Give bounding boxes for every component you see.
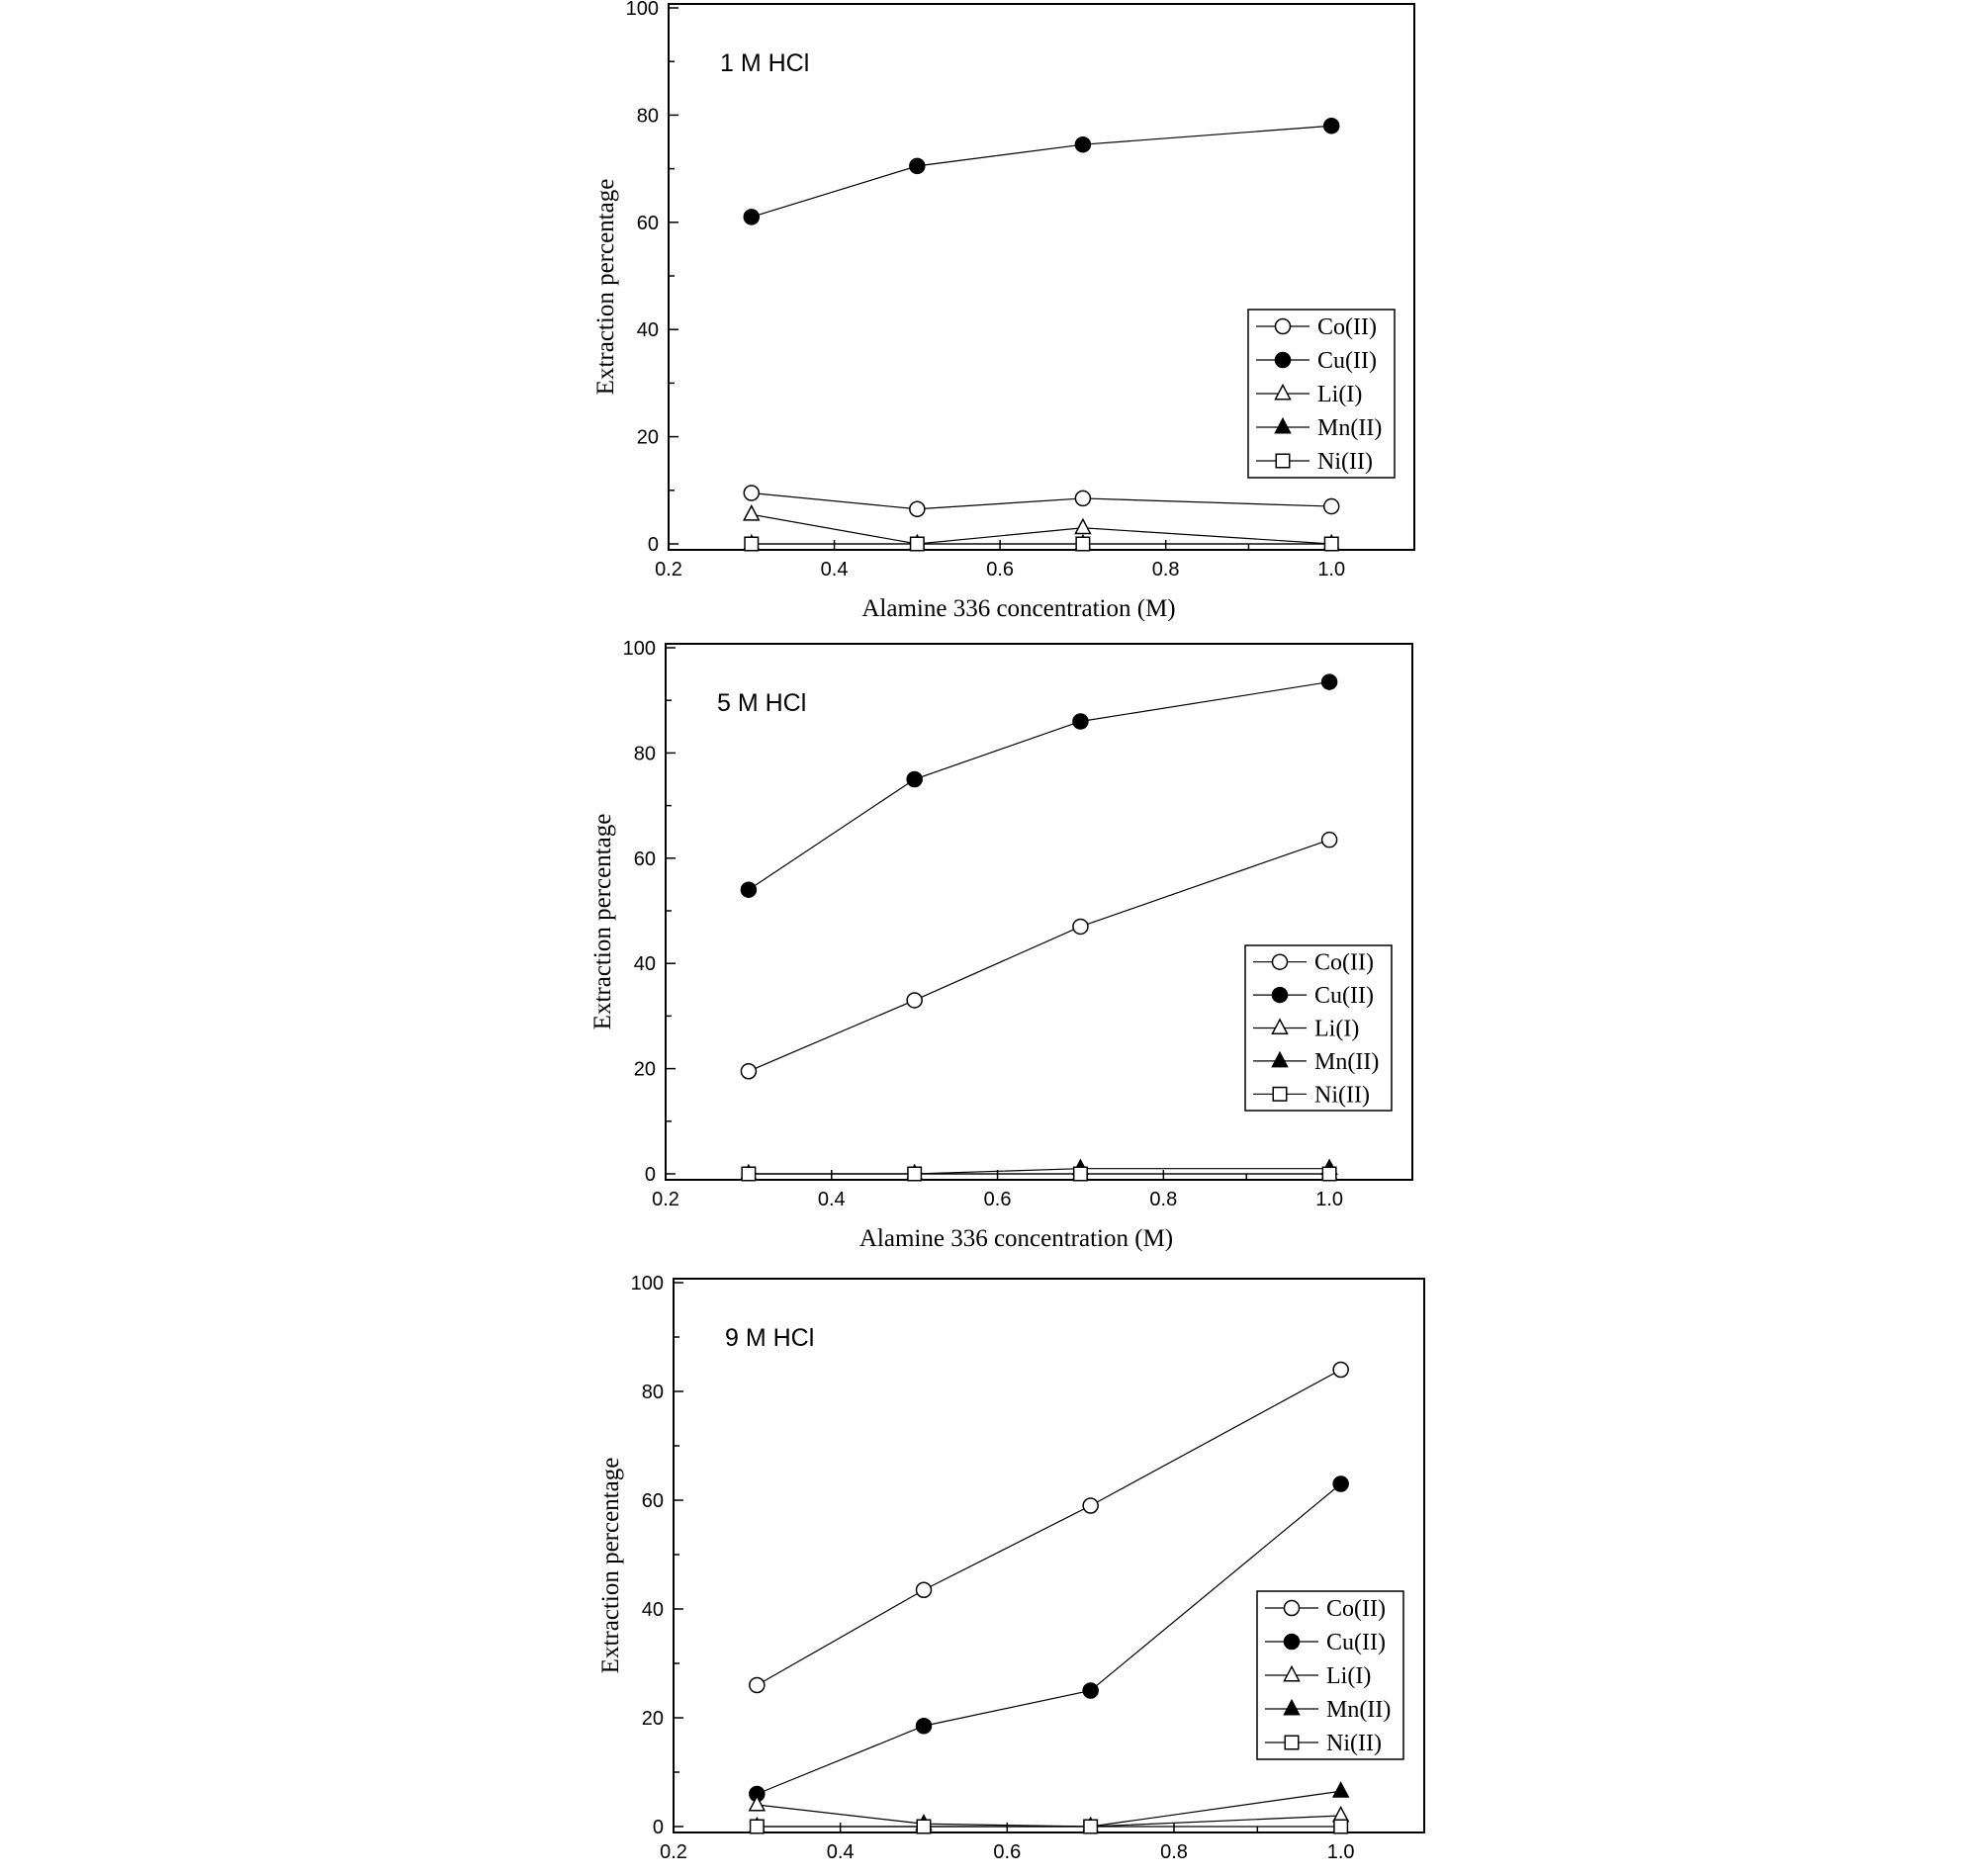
legend-marker [1276,319,1291,334]
series-lii [744,506,1338,550]
data-point [750,1678,765,1693]
y-tick-label: 60 [636,212,659,234]
x-axis-title: Alamine 336 concentration (M) [861,595,1176,622]
x-tick-label: 1.0 [1317,559,1346,581]
legend-marker [1273,954,1288,969]
data-point [741,1064,756,1079]
y-tick-label: 20 [633,1058,656,1081]
data-point [1334,1820,1348,1833]
series-line [752,493,1331,509]
y-axis-title: Extraction percentage [589,813,616,1030]
x-tick-label: 0.4 [820,559,849,581]
data-point [917,1582,932,1597]
y-tick-label: 40 [636,319,659,342]
x-tick-label: 0.6 [983,1189,1012,1210]
y-tick-label: 40 [641,1599,664,1621]
series-line [757,1370,1340,1685]
series-line [749,682,1329,890]
legend-label: Li(I) [1326,1663,1372,1689]
legend-label: Mn(II) [1314,1048,1380,1075]
data-point [1324,537,1338,551]
data-point [1076,537,1090,551]
data-point [744,210,759,224]
y-tick-label: 0 [647,534,659,556]
panel-label: 1 M HCl [720,49,810,77]
series-line [749,840,1329,1071]
x-tick-label: 0.6 [986,559,1015,581]
data-point [1324,499,1339,514]
data-point [741,882,756,897]
series-cuii [741,674,1336,897]
legend-marker [1285,1635,1300,1650]
legend [1248,310,1395,478]
data-point [907,993,922,1008]
data-point [744,506,759,520]
legend-label: Mn(II) [1317,415,1383,441]
x-tick-label: 0.2 [652,1189,679,1210]
legend-label: Ni(II) [1317,449,1373,475]
x-tick-label: 0.2 [655,559,682,581]
legend [1245,945,1392,1111]
y-tick-label: 100 [622,638,656,660]
x-tick-label: 0.2 [660,1841,687,1863]
legend-label: Ni(II) [1326,1731,1382,1756]
data-point [1322,674,1337,689]
y-tick-label: 0 [644,1164,656,1186]
x-tick-label: 1.0 [1315,1189,1344,1210]
series-coii [744,486,1338,516]
y-tick-label: 100 [630,1273,664,1295]
data-point [1333,1363,1348,1378]
x-axis-title: Alamine 336 concentration (M) [858,1225,1174,1252]
series-line [757,1484,1340,1795]
x-tick-label: 0.8 [1160,1841,1188,1863]
data-point [907,772,922,787]
data-point [1075,491,1090,505]
data-point [1075,137,1090,152]
legend-marker [1273,1088,1287,1102]
y-axis-title: Extraction percentage [592,178,619,396]
data-point [1322,833,1337,848]
series-cuii [744,119,1338,224]
data-point [1084,1820,1098,1833]
data-point [910,501,925,516]
data-point [1324,119,1339,134]
data-point [1073,919,1088,934]
legend-label: Cu(II) [1317,348,1377,374]
legend-label: Ni(II) [1314,1082,1370,1109]
y-tick-label: 0 [652,1817,664,1838]
x-tick-label: 1.0 [1326,1841,1355,1863]
legend-marker [1276,454,1290,468]
legend [1257,1591,1403,1759]
y-tick-label: 60 [633,848,656,870]
data-point [911,537,925,551]
legend-label: Li(I) [1314,1016,1360,1042]
data-point [1333,1476,1348,1491]
legend-marker [1276,353,1291,368]
y-tick-label: 80 [633,743,656,765]
legend-label: Co(II) [1326,1596,1386,1622]
data-point [908,1167,922,1181]
data-point [1075,519,1090,533]
x-tick-label: 0.4 [817,1189,846,1210]
data-point [1083,1498,1098,1513]
series-lii [741,1165,1336,1179]
y-tick-label: 20 [641,1708,664,1730]
series-line [752,514,1331,544]
data-point [1073,714,1088,729]
data-point [744,486,759,500]
legend-label: Cu(II) [1314,983,1374,1010]
panel-label: 9 M HCl [725,1324,815,1352]
series-mnii [744,535,1338,549]
series-line [757,1805,1340,1827]
x-tick-label: 0.8 [1151,559,1180,581]
data-point [745,537,759,551]
series-mnii [750,1783,1348,1832]
legend-marker [1273,988,1288,1003]
chart-panel-3 [597,1273,1424,1876]
legend-label: Mn(II) [1326,1697,1392,1723]
x-tick-label: 0.6 [993,1841,1022,1863]
series-line [752,126,1331,217]
panel-label: 5 M HCl [717,689,807,717]
data-point [751,1820,765,1833]
series-line [757,1791,1340,1827]
data-point [910,158,925,173]
legend-label: Co(II) [1317,314,1377,340]
y-tick-label: 20 [636,426,659,449]
series-mnii [741,1160,1336,1180]
data-point [917,1820,931,1833]
data-point [742,1167,756,1181]
y-tick-label: 40 [633,953,656,976]
chart-panel-1 [592,0,1414,622]
chart-panel-2 [589,638,1412,1252]
y-tick-label: 60 [641,1490,664,1512]
legend-marker [1285,1601,1300,1616]
x-tick-label: 0.4 [826,1841,855,1863]
legend-label: Cu(II) [1326,1630,1386,1655]
series-line [749,1169,1329,1174]
data-point [1083,1683,1098,1698]
y-tick-label: 80 [636,105,659,128]
legend-label: Li(I) [1317,382,1363,407]
y-tick-label: 100 [625,0,659,20]
y-axis-title: Extraction percentage [597,1457,624,1674]
data-point [917,1719,932,1734]
data-point [1333,1783,1348,1797]
legend-marker [1285,1736,1299,1749]
y-tick-label: 80 [641,1382,664,1403]
data-point [1074,1167,1088,1181]
x-tick-label: 0.8 [1149,1189,1178,1210]
legend-label: Co(II) [1314,949,1374,976]
data-point [1322,1167,1336,1181]
